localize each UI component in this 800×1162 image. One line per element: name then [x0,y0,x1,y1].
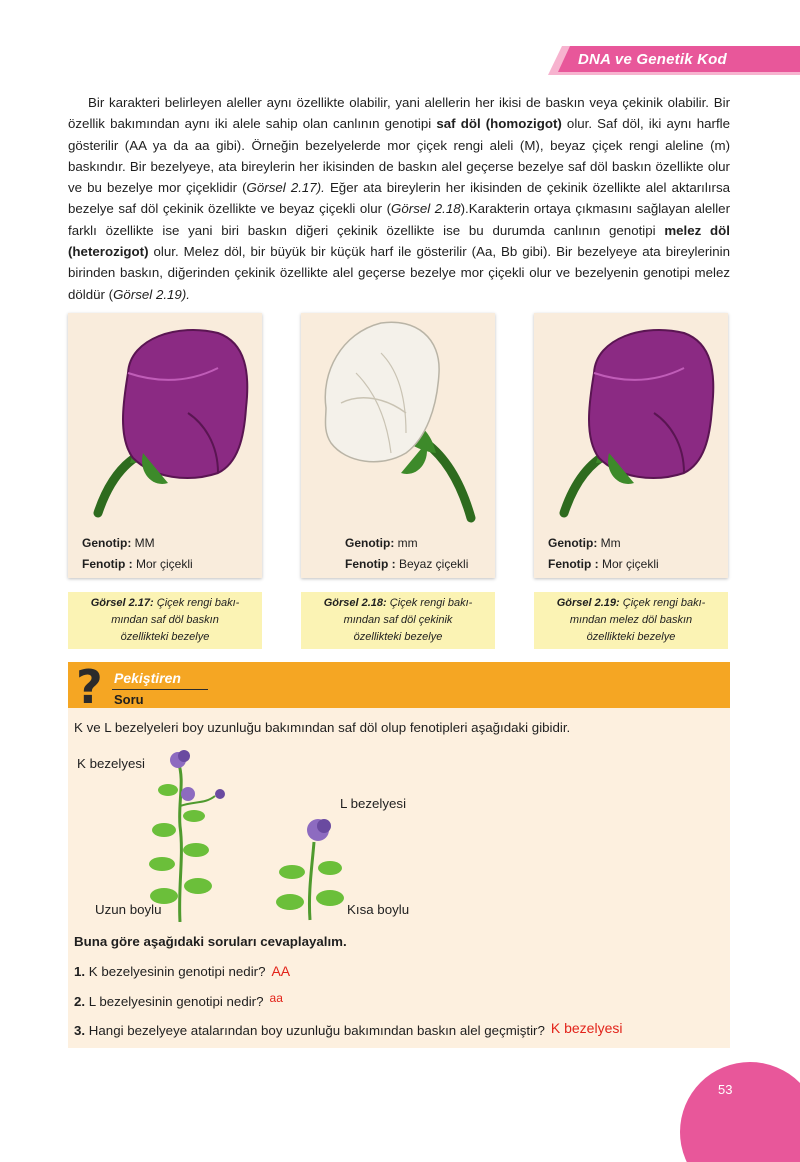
phenotype-line [345,557,468,571]
question-text: L bezelyesinin genotipi nedir? [88,994,264,1009]
caption-ref: Görsel 2.19: [556,597,620,609]
short-pea-plant-illustration [270,812,350,922]
question-prompt: Buna göre aşağıdaki soruları cevaplayalım. [74,934,347,949]
l-plant-caption: Kısa boylu [347,902,410,917]
figure-ref-218: Görsel 2.18 [391,201,461,217]
phenotype-value: Mor çiçekli [136,557,193,571]
question-panel [68,662,730,1048]
phenotype-line [548,557,659,571]
caption-line-3: özellikteki bezelye [586,631,676,643]
chapter-header [548,46,800,75]
figure-caption-218 [301,592,495,649]
white-flower-illustration [301,313,495,533]
question-number: 2. [74,994,86,1009]
intro-text-3: Eğer ata bireylerin her ikisinden de çekinik özellikte alel aktarılırsa bezelye saf döl çekinik özellikte ve beyaz çiçekli olur ( [68,180,730,217]
purple-flower-illustration [534,313,728,533]
caption-line-3: özellikteki bezelye [120,631,210,643]
term-homozygote: saf döl (homozigot) [436,116,562,132]
intro-text-5: olur. Melez döl, bir büyük bir küçük harf ile gösterilir (Aa, Bb gibi). Bir bezelyeye ata bireylerinin birinden baskın, diğerinden çekinik özellikte alel geçerse bezelye mor çiçekli olur ve bezelyenin genotipi melez döldür ( [68,244,730,302]
caption-line-3: özellikteki bezelye [353,631,443,643]
caption-line-1: Çiçek rengi bakı- [622,597,706,609]
figure-caption-217 [68,592,262,649]
question-number: 1. [74,964,86,979]
question-mark-icon: ? [76,660,103,714]
term-heterozygote: melez döl (heterozigot) [68,222,730,260]
intro-text-4: ).Karakterin ortaya çıkmasını sağlayan aleller farklı özellikte ise yani biri baskın diğeri çekinik özellikte ise bu durumda canlının genotipi [68,201,730,238]
phenotype-label: Fenotip : [548,557,599,571]
k-plant-caption: Uzun boylu [95,902,162,917]
caption-line-2: mından saf döl baskın [111,614,219,626]
figure-card-219 [534,313,728,578]
purple-flower-illustration [68,313,262,533]
badge-title: Pekiştiren [114,670,181,686]
figure-card-218 [301,313,495,578]
question-item-1 [74,963,290,979]
genotype-line [82,536,155,550]
k-plant-label: K bezelyesi [77,756,145,771]
phenotype-label: Fenotip : [345,557,396,571]
caption-line-2: mından melez döl baskın [569,614,693,626]
handwritten-answer: K bezelyesi [550,1020,623,1036]
phenotype-line [82,557,193,571]
genotype-line [345,536,418,550]
caption-line-1: Çiçek rengi bakı- [156,597,240,609]
intro-paragraph [68,92,730,305]
question-text: K bezelyesinin genotipi nedir? [88,964,266,979]
intro-text-2: olur. Saf döl, iki aynı harfle gösterilir (AA ya da aa gibi). Örneğin bezelyelerde mor çiçek rengi aleli (M), beyaz çiçek rengi aleline (m) baskındır. Bir bezelyeye, ata bireylerin her ikisinden de baskın alel geçerse bezelye saf döl baskın özellikte olur ve bu bezelye mor çiçeklidir ( [68,116,730,196]
figure-ref-219: Görsel 2.19). [113,286,190,302]
tall-pea-plant-illustration [140,746,230,922]
figure-caption-219 [534,592,728,649]
question-number: 3. [74,1023,86,1038]
handwritten-answer: aa [269,991,283,1005]
chapter-title: DNA ve Genetik Kod [578,51,727,68]
genotype-label: Genotip: [345,536,395,550]
question-item-3 [74,1020,622,1038]
question-text: Hangi bezelyeye atalarından boy uzunluğu bakımından baskın alel geçmiştir? [88,1023,545,1038]
genotype-line [548,536,621,550]
l-plant-label: L bezelyesi [340,796,407,811]
page-number-badge [680,1062,800,1162]
page-number: 53 [718,1082,733,1097]
genotype-label: Genotip: [548,536,598,550]
phenotype-value: Mor çiçekli [602,557,659,571]
figure-card-217 [68,313,262,578]
caption-line-1: Çiçek rengi bakı- [389,597,473,609]
question-item-2 [74,991,283,1009]
genotype-value: MM [134,536,155,550]
question-panel-header [68,660,730,714]
question-intro: K ve L bezelyeleri boy uzunluğu bakımından saf döl olup fenotipleri aşağıdaki gibidir. [74,720,571,735]
figure-ref-217: Görsel 2.17). [246,180,325,196]
genotype-value: Mm [600,536,621,550]
handwritten-answer: AA [271,963,291,979]
badge-subtitle: Soru [114,692,144,707]
caption-ref: Görsel 2.17: [90,597,154,609]
badge-divider [112,689,208,690]
caption-line-2: mından saf döl çekinik [343,614,453,626]
phenotype-value: Beyaz çiçekli [399,557,469,571]
intro-text-1: Bir karakteri belirleyen aleller aynı özellikte olabilir, yani alellerin her ikisi de baskın veya çekinik olabilir. Bir özellik bakımından aynı iki alele sahip olan canlının genotipi [68,95,730,132]
page-number-background [680,1062,800,1162]
phenotype-label: Fenotip : [82,557,133,571]
genotype-label: Genotip: [82,536,132,550]
caption-ref: Görsel 2.18: [323,597,387,609]
genotype-value: mm [397,536,418,550]
